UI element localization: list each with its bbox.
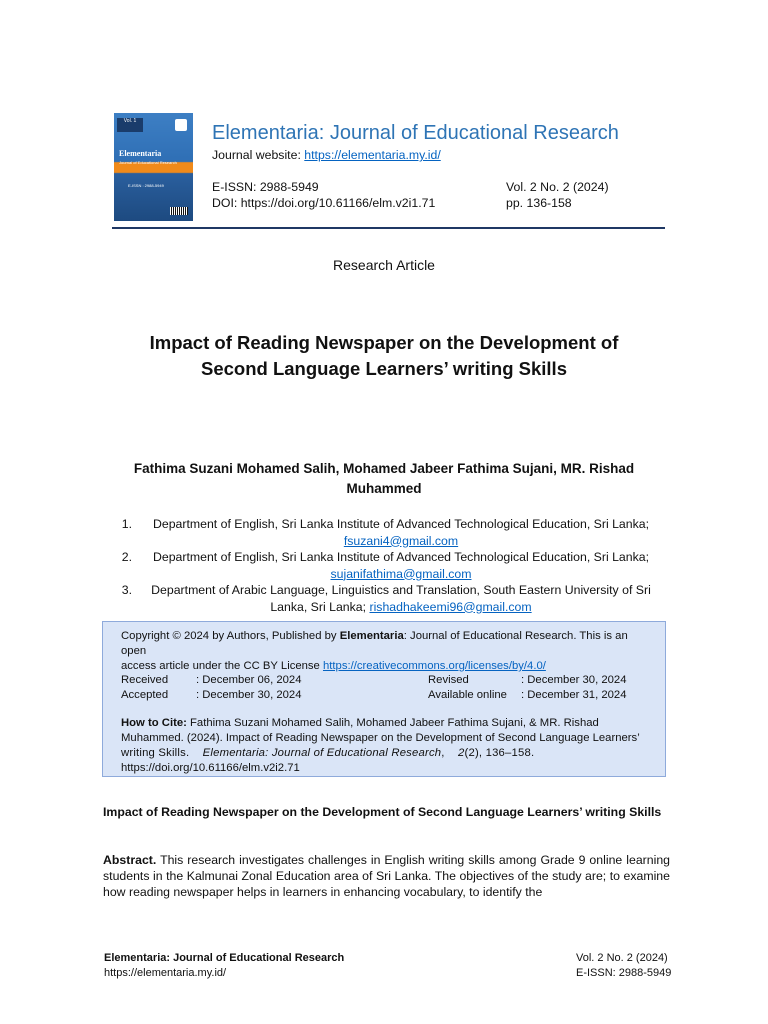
available-online-date: : December 31, 2024 bbox=[521, 689, 627, 701]
abstract-label: Abstract. bbox=[103, 853, 157, 867]
affiliation-3 bbox=[110, 582, 670, 615]
author-list bbox=[100, 459, 668, 499]
cite-line-2: Muhammed. (2024). Impact of Reading Newspaper on the Development of Second Language Learners’ bbox=[121, 732, 640, 744]
cite-label: How to Cite: bbox=[121, 717, 187, 729]
affiliation-text: Department of Arabic Language, Linguistics and Translation, South Eastern University of Sri bbox=[151, 583, 651, 597]
affiliation-1 bbox=[110, 516, 670, 549]
barcode-icon bbox=[170, 207, 188, 215]
website-link[interactable]: https://elementaria.my.id/ bbox=[304, 148, 441, 162]
paper-title bbox=[100, 330, 668, 382]
affiliation-text-cont: Lanka, Sri Lanka; bbox=[270, 599, 370, 614]
cover-volume: Vol. 1 bbox=[117, 118, 143, 132]
journal-website bbox=[212, 148, 441, 162]
how-to-cite bbox=[121, 716, 657, 776]
received-date: : December 06, 2024 bbox=[196, 674, 302, 686]
cite-line-3: writing Skills. bbox=[121, 747, 193, 759]
article-info-box bbox=[102, 621, 666, 777]
cover-title: Elementaria bbox=[119, 149, 162, 158]
website-label: Journal website: bbox=[212, 148, 305, 162]
license-text: access article under the CC BY License bbox=[121, 660, 323, 672]
abstract bbox=[103, 852, 670, 900]
volume-issue: Vol. 2 No. 2 (2024) bbox=[506, 180, 609, 194]
cite-sep: , bbox=[441, 747, 448, 759]
affiliation-number: 3. bbox=[121, 583, 132, 597]
cover-subtitle: Journal of Educational Research bbox=[119, 160, 177, 165]
received-label: Received bbox=[121, 674, 169, 686]
affiliation-number: 1. bbox=[121, 517, 132, 531]
affiliation-email[interactable]: sujanifathima@gmail.com bbox=[330, 566, 472, 581]
cite-doi: https://doi.org/10.61166/elm.v2i2.71 bbox=[121, 762, 300, 774]
paper-title-line-2: Second Language Learners’ writing Skills bbox=[201, 358, 567, 379]
copyright-text: Copyright © 2024 by Authors, Published by bbox=[121, 630, 340, 642]
cite-pages: (2), 136–158. bbox=[464, 747, 535, 759]
footer-journal: Elementaria: Journal of Educational Research bbox=[104, 952, 345, 964]
affiliation-email[interactable]: rishadhakeemi96@gmail.com bbox=[369, 599, 532, 614]
page-range: pp. 136-158 bbox=[506, 196, 572, 210]
cite-line-1: Fathima Suzani Mohamed Salih, Mohamed Jabeer Fathima Sujani, & MR. Rishad bbox=[186, 717, 599, 729]
abstract-text: This research investigates challenges in English writing skills among Grade 9 online learning students in the Kalmunai Zonal Education area of Sri Lanka. The objectives of the study are; to examine how reading newspaper helps in learners in enhancing vocabulary, to identify the bbox=[103, 853, 670, 899]
copyright-text-cont: : Journal of Educational Research. This is an open bbox=[121, 630, 628, 657]
accepted-date: : December 30, 2024 bbox=[196, 689, 302, 701]
available-online-label: Available online bbox=[428, 689, 507, 701]
cover-logo-icon bbox=[175, 119, 187, 131]
footer-eissn: E-ISSN: 2988-5949 bbox=[576, 967, 672, 979]
cite-journal: Elementaria: Journal of Educational Research bbox=[202, 747, 442, 759]
authors-line-1: Fathima Suzani Mohamed Salih, Mohamed Jabeer Fathima Sujani, MR. Rishad bbox=[133, 461, 635, 476]
journal-title: Elementaria: Journal of Educational Research bbox=[212, 122, 619, 144]
doi: DOI: https://doi.org/10.61166/elm.v2i1.71 bbox=[212, 196, 436, 210]
header-divider bbox=[112, 227, 665, 229]
revised-date: : December 30, 2024 bbox=[521, 674, 627, 686]
affiliation-text: Department of English, Sri Lanka Institute of Advanced Technological Education, Sri Lanka; bbox=[152, 550, 650, 564]
cite-volume: 2 bbox=[458, 747, 465, 759]
affiliation-2 bbox=[110, 549, 670, 582]
journal-cover-image bbox=[114, 113, 193, 221]
copyright-notice bbox=[121, 629, 651, 674]
section-title: Impact of Reading Newspaper on the Development of Second Language Learners’ writing Skills bbox=[103, 805, 662, 819]
footer-url[interactable]: https://elementaria.my.id/ bbox=[104, 967, 227, 979]
footer-volume: Vol. 2 No. 2 (2024) bbox=[576, 952, 668, 964]
affiliation-number: 2. bbox=[121, 550, 132, 564]
publisher-name: Elementaria bbox=[339, 630, 404, 642]
authors-line-2: Muhammed bbox=[346, 481, 422, 496]
affiliation-email[interactable]: fsuzani4@gmail.com bbox=[343, 533, 459, 548]
eissn: E-ISSN: 2988-5949 bbox=[212, 180, 319, 194]
article-type: Research Article bbox=[333, 257, 435, 273]
revised-label: Revised bbox=[428, 674, 469, 686]
accepted-label: Accepted bbox=[121, 689, 169, 701]
affiliation-text: Department of English, Sri Lanka Institute of Advanced Technological Education, Sri Lanka; bbox=[152, 517, 650, 531]
cover-issn: E-ISSN : 2988-5949 bbox=[128, 183, 164, 188]
paper-title-line-1: Impact of Reading Newspaper on the Development of bbox=[149, 332, 619, 353]
license-link[interactable]: https://creativecommons.org/licenses/by/4.0/ bbox=[322, 660, 546, 672]
